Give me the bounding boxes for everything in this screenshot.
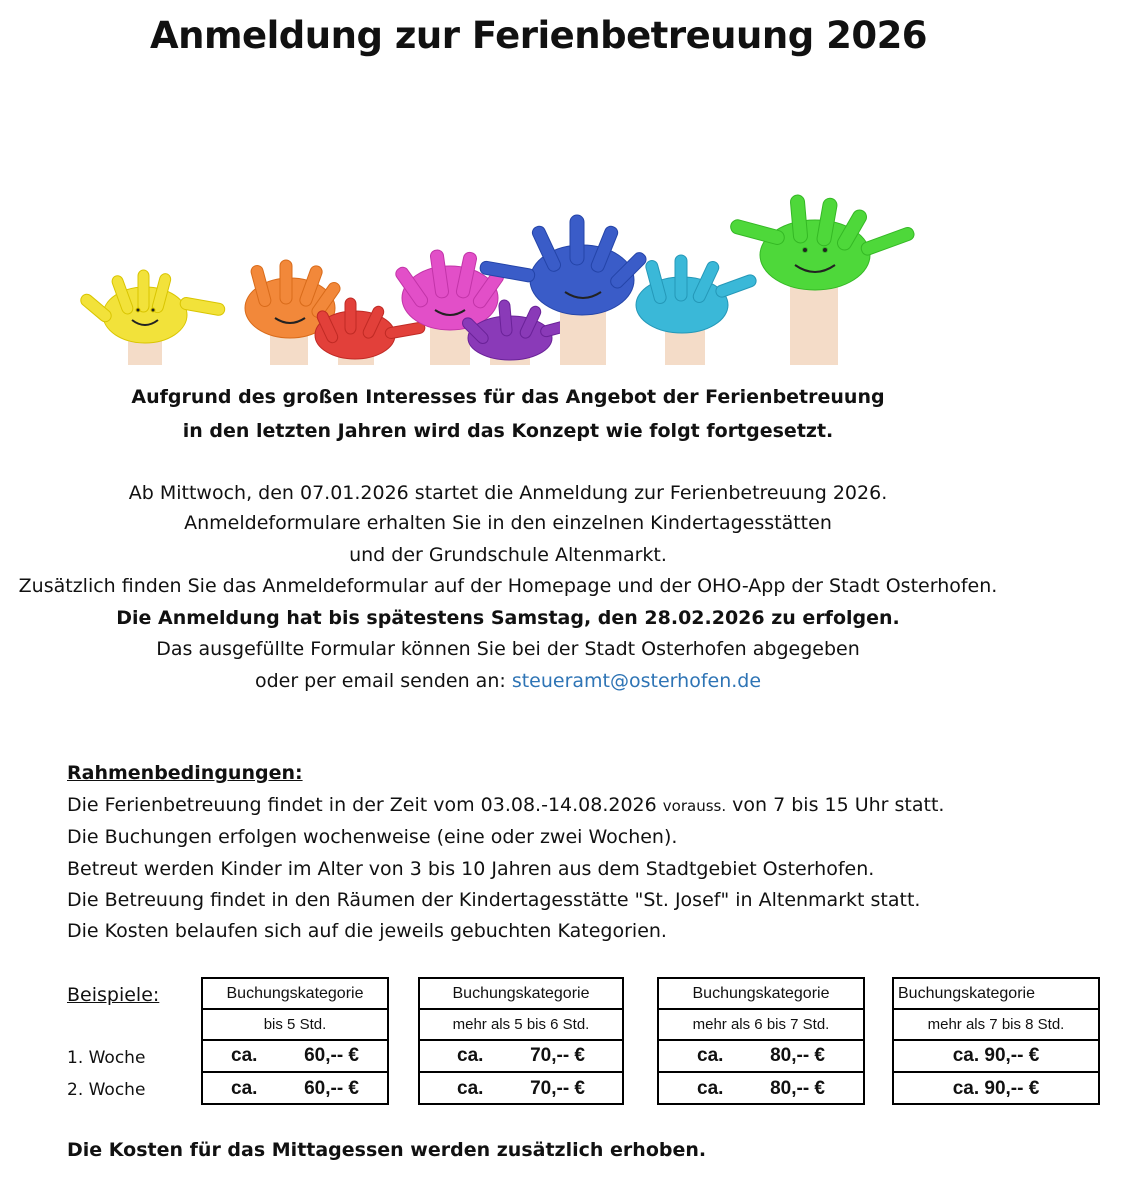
category-header: Buchungskategorie — [659, 979, 863, 1010]
price-week-2 — [894, 1073, 1098, 1105]
category-header: Buchungskategorie — [203, 979, 387, 1010]
ca-label: ca. — [697, 1078, 724, 1099]
yellow-hand — [78, 270, 225, 365]
week-1-label: 1. Woche — [67, 1048, 146, 1068]
email-prefix: oder per email senden an: — [254, 670, 506, 692]
intro-line-2: in den letzten Jahren wird das Konzept wie folgt fortgesetzt. — [182, 420, 834, 442]
rahmen-line-1c: von 7 bis 15 Uhr statt. — [732, 794, 945, 816]
info-line-6: Das ausgefüllte Formular können Sie bei der Stadt Osterhofen abgegeben — [156, 638, 860, 660]
price-week-1 — [203, 1041, 387, 1073]
beispiele-label: Beispiele: — [67, 984, 160, 1006]
price-week-1 — [894, 1041, 1098, 1073]
price-value: 70,-- € — [530, 1078, 585, 1099]
painted-hands-illustration — [50, 180, 940, 365]
ca-label: ca. — [231, 1045, 258, 1066]
email-line — [0, 670, 1016, 692]
rahmen-line-5: Die Kosten belaufen sich auf die jeweils gebuchten Kategorien. — [67, 920, 667, 942]
rahmen-line-3: Betreut werden Kinder im Alter von 3 bis 10 Jahren aus dem Stadtgebiet Osterhofen. — [67, 858, 875, 880]
category-header: Buchungskategorie — [894, 979, 1098, 1010]
page-title: Anmeldung zur Ferienbetreuung 2026 — [150, 14, 928, 57]
price-week-1 — [420, 1041, 622, 1073]
cyan-hand — [636, 255, 758, 365]
category-box-1 — [201, 977, 389, 1105]
category-range: mehr als 6 bis 7 Std. — [659, 1010, 863, 1041]
ca-label: ca. — [457, 1045, 484, 1066]
price-value: 60,-- € — [304, 1045, 359, 1066]
green-hand — [729, 194, 916, 365]
info-line-4: Zusätzlich finden Sie das Anmeldeformular auf der Homepage und der OHO-App der Stadt Osterhofen. — [18, 575, 998, 597]
price-value: 90,-- € — [984, 1078, 1040, 1099]
intro-line-1: Aufgrund des großen Interesses für das Angebot der Ferienbetreuung — [131, 386, 885, 408]
price-week-2 — [203, 1073, 387, 1105]
rahmen-line-1 — [67, 794, 944, 816]
price-week-2 — [420, 1073, 622, 1105]
price-value: 80,-- € — [770, 1078, 825, 1099]
deadline-line: Die Anmeldung hat bis spätestens Samstag, den 28.02.2026 zu erfolgen. — [116, 607, 900, 629]
price-value: 90,-- € — [984, 1045, 1040, 1066]
info-line-1: Ab Mittwoch, den 07.01.2026 startet die Anmeldung zur Ferienbetreuung 2026. — [128, 482, 888, 504]
ca-label: ca. — [457, 1078, 484, 1099]
email-link[interactable]: steueramt@osterhofen.de — [511, 670, 762, 692]
rahmen-line-1b: vorauss. — [662, 797, 727, 815]
rahmen-line-4: Die Betreuung findet in den Räumen der Kindertagesstätte "St. Josef" in Altenmarkt statt. — [67, 889, 921, 911]
category-box-3 — [657, 977, 865, 1105]
ca-label: ca. — [952, 1045, 980, 1066]
price-value: 70,-- € — [530, 1045, 585, 1066]
ca-label: ca. — [231, 1078, 258, 1099]
category-range: mehr als 7 bis 8 Std. — [894, 1010, 1098, 1041]
rahmen-line-1a: Die Ferienbetreuung findet in der Zeit vom 03.08.-14.08.2026 — [67, 794, 657, 816]
info-line-3: und der Grundschule Altenmarkt. — [349, 544, 667, 566]
info-line-2: Anmeldeformulare erhalten Sie in den einzelnen Kindertagesstätten — [184, 512, 832, 534]
rahmen-heading: Rahmenbedingungen: — [67, 762, 303, 784]
price-value: 60,-- € — [304, 1078, 359, 1099]
price-value: 80,-- € — [770, 1045, 825, 1066]
category-box-4 — [892, 977, 1100, 1105]
price-week-2 — [659, 1073, 863, 1105]
category-range: mehr als 5 bis 6 Std. — [420, 1010, 622, 1041]
category-range: bis 5 Std. — [203, 1010, 387, 1041]
ca-label: ca. — [697, 1045, 724, 1066]
ca-label: ca. — [952, 1078, 980, 1099]
footer-note: Die Kosten für das Mittagessen werden zusätzlich erhoben. — [67, 1139, 707, 1161]
rahmen-line-2: Die Buchungen erfolgen wochenweise (eine oder zwei Wochen). — [67, 826, 678, 848]
week-2-label: 2. Woche — [67, 1080, 146, 1100]
category-header: Buchungskategorie — [420, 979, 622, 1010]
category-box-2 — [418, 977, 624, 1105]
price-week-1 — [659, 1041, 863, 1073]
